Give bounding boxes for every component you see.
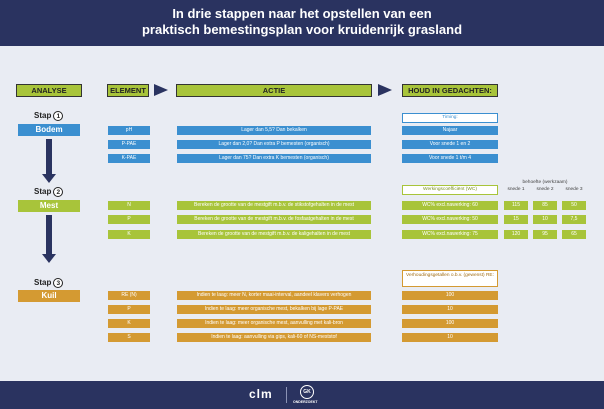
- element-k: K: [108, 230, 150, 239]
- action-k-pae: Lager dan 75? Dan extra K bemesten (organisch): [177, 154, 371, 163]
- header-element: ELEMENT: [107, 84, 149, 97]
- title-line2: praktisch bemestingsplan voor kruidenrijk grasland: [141, 22, 463, 37]
- clm-logo: [249, 387, 273, 401]
- snede-1-label: snede 1: [507, 187, 525, 192]
- value-n-1: 115: [504, 201, 528, 210]
- action-p: Bereken de grootte van de mestgift m.b.v. de fosfaatgehalten in de mest: [177, 215, 371, 224]
- note-kuil-s: 10: [402, 333, 498, 342]
- value-k-2: 95: [533, 230, 557, 239]
- note-verhouding: Verhoudingsgetallen o.b.v. (gewenst) RE:: [402, 270, 498, 287]
- action-kuil-k: Indien te laag: meer organische mest, aanvulling met kali-bron: [177, 319, 371, 328]
- header-actie: ACTIE: [176, 84, 372, 97]
- note-kuil-p: 10: [402, 305, 498, 314]
- note-timing: Timing:: [402, 113, 498, 123]
- note-k-pae: Voor snede 1 t/m 4: [402, 154, 498, 163]
- note-k: WC% excl.nawerking: 75: [402, 230, 498, 239]
- step-word: Stap: [34, 111, 52, 121]
- note-kuil-k: 100: [402, 319, 498, 328]
- element-p-pae: P-PAE: [108, 140, 150, 149]
- down-arrow-icon: [46, 215, 52, 255]
- action-ph: Lager dan 5,5? Dan bekalken: [177, 126, 371, 135]
- element-kuil-s: S: [108, 333, 150, 342]
- action-k: Bereken de grootte van de mestgift m.b.v. de kaligehalten in de mest: [177, 230, 371, 239]
- step-word: Stap: [34, 187, 52, 197]
- header-houd: HOUD IN GEDACHTEN:: [402, 84, 498, 97]
- note-ph: Najaar: [402, 126, 498, 135]
- element-n: N: [108, 201, 150, 210]
- note-wc: Werkingscoëfficiënt (WC): [402, 185, 498, 195]
- down-arrow-head-icon: [42, 174, 56, 183]
- phase-kuil: Kuil: [18, 290, 80, 302]
- phase-mest: Mest: [18, 200, 80, 212]
- element-kuil-k: K: [108, 319, 150, 328]
- gk-logo-icon: [300, 385, 314, 399]
- element-ph: pH: [108, 126, 150, 135]
- phase-bodem: Bodem: [18, 124, 80, 136]
- title-line1: In drie stappen naar het opstellen van een: [172, 6, 432, 21]
- step-2-label: [34, 187, 63, 197]
- step-number: 1: [53, 111, 63, 121]
- value-p-1: 15: [504, 215, 528, 224]
- value-p-2: 10: [533, 215, 557, 224]
- element-re: RE (N): [108, 291, 150, 300]
- gk-logo-text: GK: [303, 389, 311, 395]
- snede-2-label: snede 2: [536, 187, 554, 192]
- gk-logo-sub: ONDERZOEKT: [293, 400, 318, 404]
- note-n: WC% excl.nawerking: 60: [402, 201, 498, 210]
- down-arrow-icon: [46, 139, 52, 175]
- header-analyse: ANALYSE: [16, 84, 82, 97]
- step-1-label: [34, 111, 63, 121]
- element-kuil-p: P: [108, 305, 150, 314]
- value-p-3: 7,5: [562, 215, 586, 224]
- step-3-label: [34, 278, 63, 288]
- snede-3-label: snede 3: [565, 187, 583, 192]
- value-k-1: 120: [504, 230, 528, 239]
- note-p: WC% excl.nawerking: 50: [402, 215, 498, 224]
- title-banner: [0, 0, 604, 46]
- value-n-2: 85: [533, 201, 557, 210]
- behoefte-title: behoefte (werkzaam): [522, 180, 568, 185]
- clm-logo-text: clm: [249, 387, 273, 401]
- step-number: 3: [53, 278, 63, 288]
- value-k-3: 65: [562, 230, 586, 239]
- note-p-pae: Voor snede 1 en 2: [402, 140, 498, 149]
- logo-divider: [286, 387, 287, 403]
- footer: [0, 381, 604, 409]
- step-word: Stap: [34, 278, 52, 288]
- note-re: 100: [402, 291, 498, 300]
- step-number: 2: [53, 187, 63, 197]
- arrow-right-icon: [154, 84, 168, 96]
- action-re: Indien te laag: meer N, korter maai-interval, aandeel klavers verhogen: [177, 291, 371, 300]
- action-p-pae: Lager dan 2,0? Dan extra P bemesten (organisch): [177, 140, 371, 149]
- action-kuil-p: Indien te laag: meer organische mest, bekalken bij lage P-PAE: [177, 305, 371, 314]
- element-p: P: [108, 215, 150, 224]
- action-kuil-s: Indien te laag: aanvulling via gips, kali-60 of NS-meststof: [177, 333, 371, 342]
- element-k-pae: K-PAE: [108, 154, 150, 163]
- value-n-3: 50: [562, 201, 586, 210]
- action-n: Bereken de grootte van de mestgift m.b.v. de stikstofgehalten in de mest: [177, 201, 371, 210]
- down-arrow-head-icon: [42, 254, 56, 263]
- arrow-right-icon: [378, 84, 392, 96]
